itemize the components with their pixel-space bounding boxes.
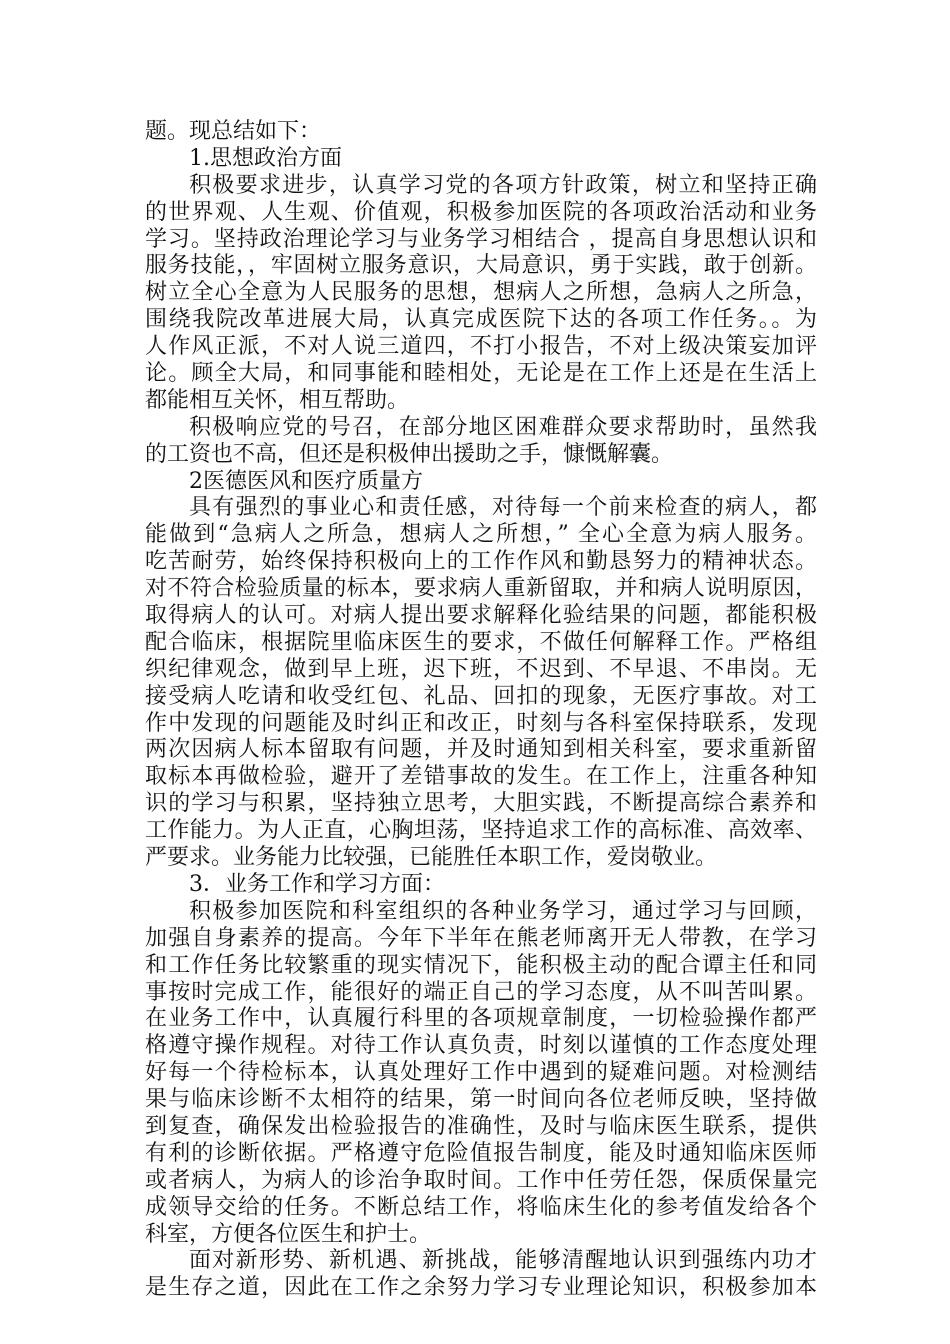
text-line: 吃苦耐劳，始终保持积极向上的工作作风和勤恳努力的精神状态。 — [145, 549, 817, 575]
text-line: 识的学习与积累，坚持独立思考，大胆实践，不断提高综合素养和 — [145, 791, 817, 817]
text-line: 工作能力。为人正直，心胸坦荡，坚持追求工作的高标准、高效率、 — [145, 818, 817, 844]
text-line: 作中发现的问题能及时纠正和改正，时刻与各科室保持联系，发现 — [145, 710, 817, 736]
text-line: 好每一个待检标本，认真处理好工作中遇到的疑难问题。对检测结 — [145, 1060, 817, 1086]
text-line: 都能相互关怀，相互帮助。 — [145, 387, 410, 413]
text-line: 接受病人吃请和收受红包、礼品、回扣的现象，无医疗事故。对工 — [145, 683, 817, 709]
text-line: 2医德医风和医疗质量方 — [189, 468, 423, 494]
text-line: 或者病人，为病人的诊治争取时间。工作中任劳任怨，保质保量完 — [145, 1167, 817, 1193]
text-line: 事按时完成工作，能很好的端正自己的学习态度，从不叫苦叫累。 — [145, 979, 817, 1005]
text-line: 有利的诊断依据。严格遵守危险值报告制度，能及时通知临床医师 — [145, 1140, 817, 1166]
text-line: 论。顾全大局，和同事能和睦相处，无论是在工作上还是在生活上 — [145, 361, 817, 387]
text-line: 织纪律观念，做到早上班，迟下班，不迟到、不早退、不串岗。无 — [145, 656, 817, 682]
text-line: 的工资也不高，但还是积极伸出援助之手，慷慨解囊。 — [145, 441, 674, 467]
text-line: 的世界观、人生观、价值观，积极参加医院的各项政治活动和业务 — [145, 199, 817, 225]
text-line: 积极要求进步，认真学习党的各项方针政策，树立和坚持正确 — [189, 172, 817, 198]
text-line: 在业务工作中，认真履行科里的各项规章制度，一切检验操作都严 — [145, 1006, 817, 1032]
text-line: 配合临床，根据院里临床医生的要求，不做任何解释工作。严格组 — [145, 629, 817, 655]
text-line: 面对新形势、新机遇、新挑战，能够清醒地认识到强练内功才 — [189, 1248, 817, 1274]
text-line: 1.思想政治方面 — [189, 145, 342, 171]
text-line: 学习。坚持政治理论学习与业务学习相结合 ，提高自身思想认识和 — [145, 226, 817, 252]
text-line: 树立全心全意为人民服务的思想，想病人之所想，急病人之所急， — [145, 280, 817, 306]
text-line: 人作风正派，不对人说三道四，不打小报告，不对上级决策妄加评 — [145, 334, 817, 360]
text-line: 具有强烈的事业心和责任感，对待每一个前来检查的病人，都 — [189, 495, 817, 521]
text-line: 果与临床诊断不太相符的结果，第一时间向各位老师反映，坚持做 — [145, 1087, 817, 1113]
text-line: 科室，方便各位医生和护士。 — [145, 1221, 432, 1247]
text-line: 取标本再做检验，避开了差错事故的发生。在工作上，注重各种知 — [145, 764, 817, 790]
text-line: 能做到“急病人之所急，想病人之所想，” 全心全意为病人服务。 — [145, 522, 817, 548]
text-line: 取得病人的认可。对病人提出要求解释化验结果的问题，都能积极 — [145, 603, 817, 629]
text-line: 到复查，确保发出检验报告的准确性，及时与临床医生联系，提供 — [145, 1113, 817, 1139]
text-line: 对不符合检验质量的标本，要求病人重新留取，并和病人说明原因， — [145, 576, 817, 602]
text-line: 严要求。业务能力比较强，已能胜任本职工作，爱岗敬业。 — [145, 845, 718, 871]
text-line: 3．业务工作和学习方面： — [189, 871, 445, 897]
document-page — [145, 119, 817, 1302]
text-line: 服务技能，，牢固树立服务意识，大局意识，勇于实践，敢于创新。 — [145, 253, 817, 279]
text-line: 积极响应党的号召，在部分地区困难群众要求帮助时，虽然我 — [189, 414, 817, 440]
text-line: 是生存之道，因此在工作之余努力学习专业理论知识，积极参加本 — [145, 1275, 817, 1301]
text-line: 加强自身素养的提高。今年下半年在熊老师离开无人带教，在学习 — [145, 925, 817, 951]
text-line: 格遵守操作规程。对待工作认真负责，时刻以谨慎的工作态度处理 — [145, 1033, 817, 1059]
text-line: 积极参加医院和科室组织的各种业务学习，通过学习与回顾， — [189, 898, 817, 924]
text-line: 成领导交给的任务。不断总结工作，将临床生化的参考值发给各个 — [145, 1194, 817, 1220]
text-line: 和工作任务比较繁重的现实情况下，能积极主动的配合谭主任和同 — [145, 952, 817, 978]
text-line: 题。现总结如下： — [145, 119, 322, 144]
text-line: 围绕我院改革进展大局，认真完成医院下达的各项工作任务。。为 — [145, 307, 817, 333]
text-line: 两次因病人标本留取有问题，并及时通知到相关科室，要求重新留 — [145, 737, 817, 763]
